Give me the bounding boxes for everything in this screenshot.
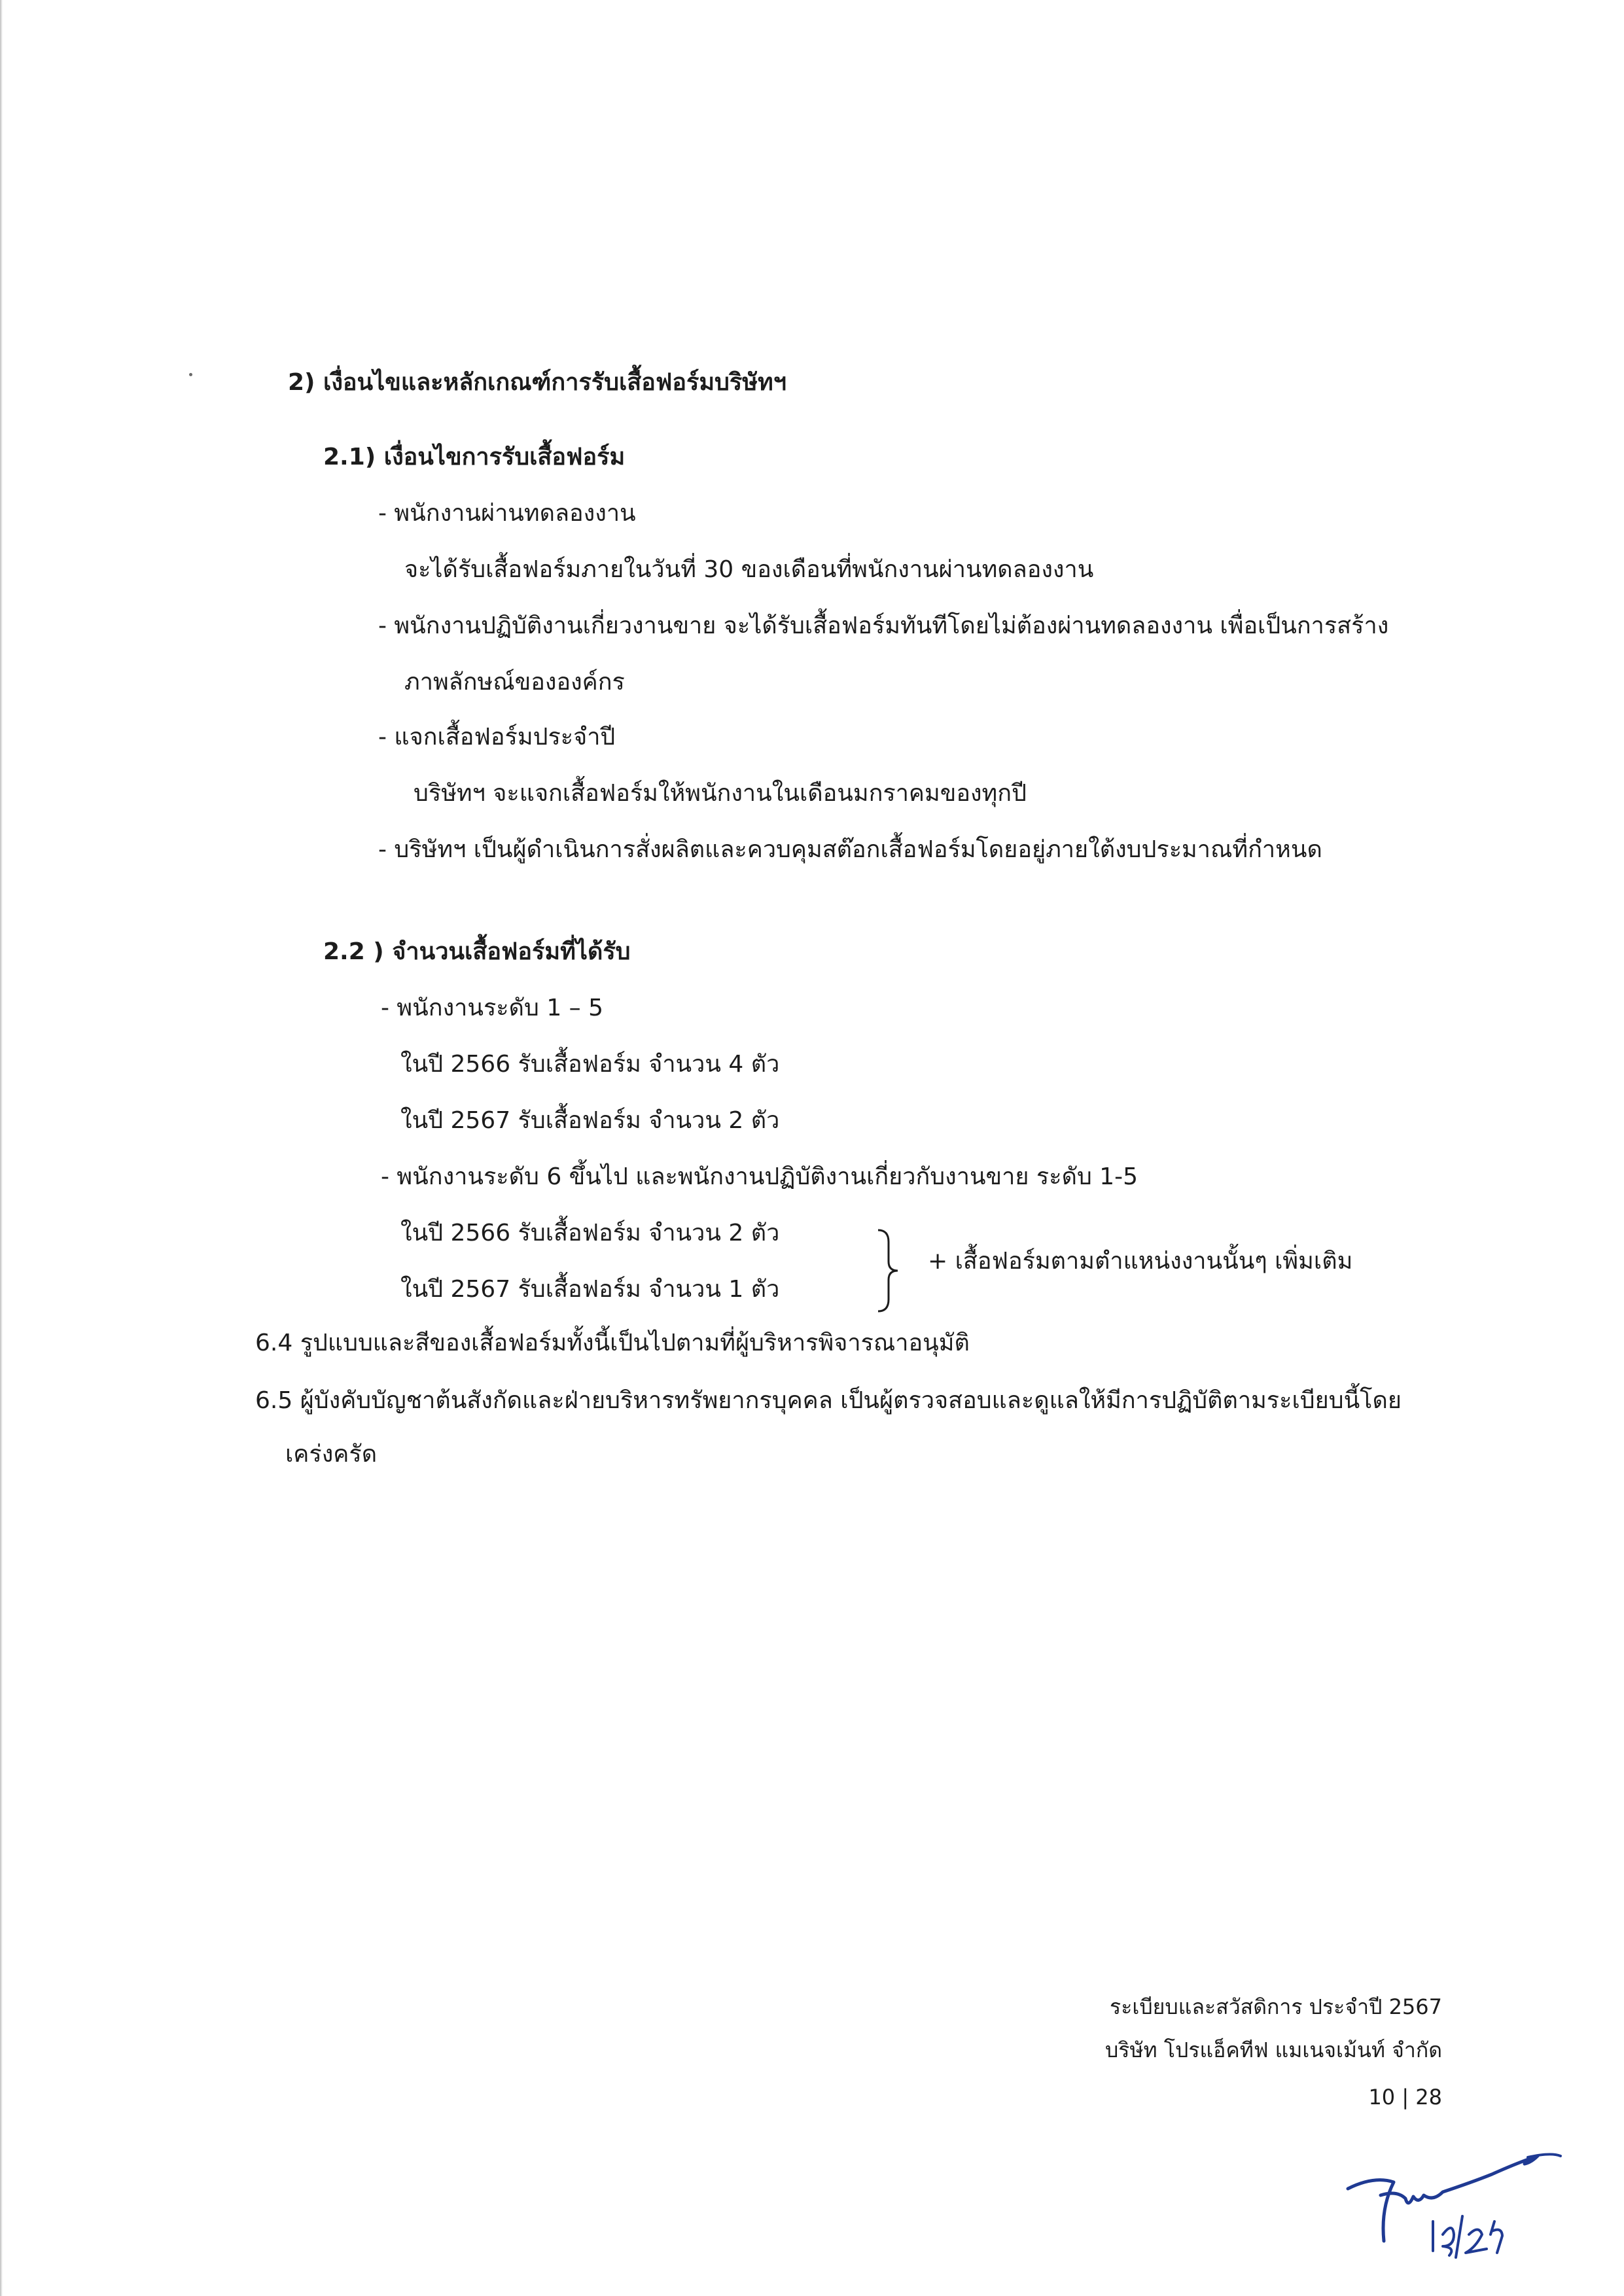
clause-6-5-continued: เคร่งครัด bbox=[285, 1441, 378, 1468]
clause-6-5: 6.5 ผู้บังคับบัญชาต้นสังกัดและฝ่ายบริหารทรัพยากรบุคคล เป็นผู้ตรวจสอบและดูแลให้มีการปฏิบัติตามระเบียบนี้โดย bbox=[255, 1387, 1402, 1414]
section-heading: 2) เงื่อนไขและหลักเกณฑ์การรับเสื้อฟอร์มบริษัทฯ bbox=[288, 369, 786, 396]
scan-speck bbox=[189, 373, 192, 376]
list-item-detail: จะได้รับเสื้อฟอร์มภายในวันที่ 30 ของเดือนที่พนักงานผ่านทดลองงาน bbox=[404, 556, 1094, 583]
curly-brace-icon bbox=[875, 1227, 902, 1314]
quantity-row: ในปี 2567 รับเสื้อฟอร์ม จำนวน 1 ตัว bbox=[400, 1276, 780, 1303]
clause-6-4: 6.4 รูปแบบและสีของเสื้อฟอร์มทั้งนี้เป็นไปตามที่ผู้บริหารพิจารณาอนุมัติ bbox=[255, 1330, 970, 1356]
quantity-row: ในปี 2566 รับเสื้อฟอร์ม จำนวน 2 ตัว bbox=[400, 1220, 780, 1246]
list-item: - บริษัทฯ เป็นผู้ดำเนินการสั่งผลิตและควบคุมสต๊อกเสื้อฟอร์มโดยอยู่ภายใต้งบประมาณที่กำหนด bbox=[378, 836, 1322, 863]
page-number: 10 | 28 bbox=[1368, 2085, 1442, 2110]
quantity-row: ในปี 2566 รับเสื้อฟอร์ม จำนวน 4 ตัว bbox=[400, 1051, 780, 1078]
quantity-row: ในปี 2567 รับเสื้อฟอร์ม จำนวน 2 ตัว bbox=[400, 1107, 780, 1134]
footer-company-name: บริษัท โปรแอ็คทีฟ แมเนจเม้นท์ จำกัด bbox=[1104, 2038, 1442, 2062]
list-item: - แจกเสื้อฟอร์มประจำปี bbox=[378, 724, 616, 751]
list-item: - พนักงานปฏิบัติงานเกี่ยวงานขาย จะได้รับเสื้อฟอร์มทันทีโดยไม่ต้องผ่านทดลองงาน เพื่อเป็นการสร้าง bbox=[378, 612, 1389, 639]
subsection-heading-2-1: 2.1) เงื่อนไขการรับเสื้อฟอร์ม bbox=[323, 444, 626, 470]
subsection-heading-2-2: 2.2 ) จำนวนเสื้อฟอร์มที่ได้รับ bbox=[323, 938, 631, 965]
scan-edge bbox=[0, 0, 3, 2296]
footer-document-title: ระเบียบและสวัสดิการ ประจำปี 2567 bbox=[1110, 1994, 1442, 2019]
list-item-detail: ภาพลักษณ์ขององค์กร bbox=[404, 669, 625, 696]
group-label: - พนักงานระดับ 1 – 5 bbox=[381, 995, 604, 1021]
list-item-detail: บริษัทฯ จะแจกเสื้อฟอร์มให้พนักงานในเดือนมกราคมของทุกปี bbox=[414, 780, 1027, 807]
additional-note: + เสื้อฟอร์มตามตำแหน่งงานนั้นๆ เพิ่มเติม bbox=[928, 1248, 1353, 1275]
handwritten-signature bbox=[1335, 2136, 1583, 2267]
list-item: - พนักงานผ่านทดลองงาน bbox=[378, 500, 636, 527]
group-label: - พนักงานระดับ 6 ขึ้นไป และพนักงานปฏิบัติงานเกี่ยวกับงานขาย ระดับ 1-5 bbox=[381, 1163, 1139, 1190]
